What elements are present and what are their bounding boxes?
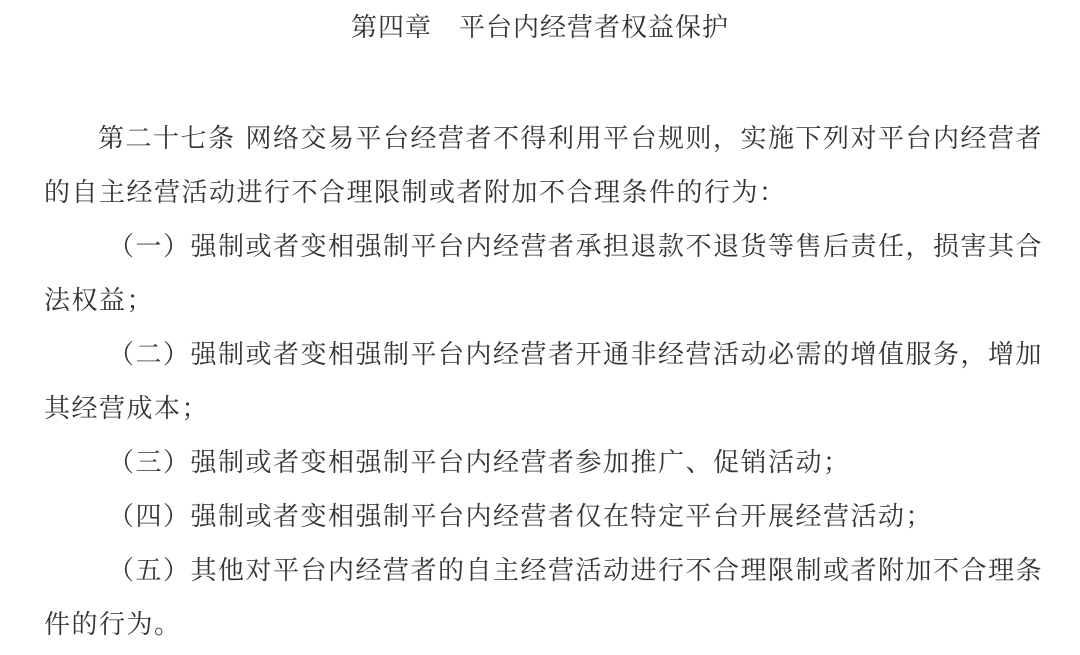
article-item-5: （五）其他对平台内经营者的自主经营活动进行不合理限制或者附加不合理条件的行为。 <box>44 556 1044 640</box>
article-number: 第二十七条 <box>98 124 236 154</box>
article-body <box>44 112 1048 652</box>
article-intro-paragraph <box>44 112 1048 220</box>
article-item-1: （一）强制或者变相强制平台内经营者承担退款不退货等售后责任，损害其合法权益； <box>44 232 1044 316</box>
article-item-3: （三）强制或者变相强制平台内经营者参加推广、促销活动； <box>108 448 851 478</box>
chapter-title: 第四章 平台内经营者权益保护 <box>350 13 729 43</box>
article-intro-text: 网络交易平台经营者不得利用平台规则，实施下列对平台内经营者的自主经营活动进行不合理限制或者附加不合理条件的行为： <box>44 124 1044 208</box>
article-item-2: （二）强制或者变相强制平台内经营者开通非经营活动必需的增值服务，增加其经营成本； <box>44 340 1044 424</box>
article-item-4: （四）强制或者变相强制平台内经营者仅在特定平台开展经营活动； <box>108 502 934 532</box>
